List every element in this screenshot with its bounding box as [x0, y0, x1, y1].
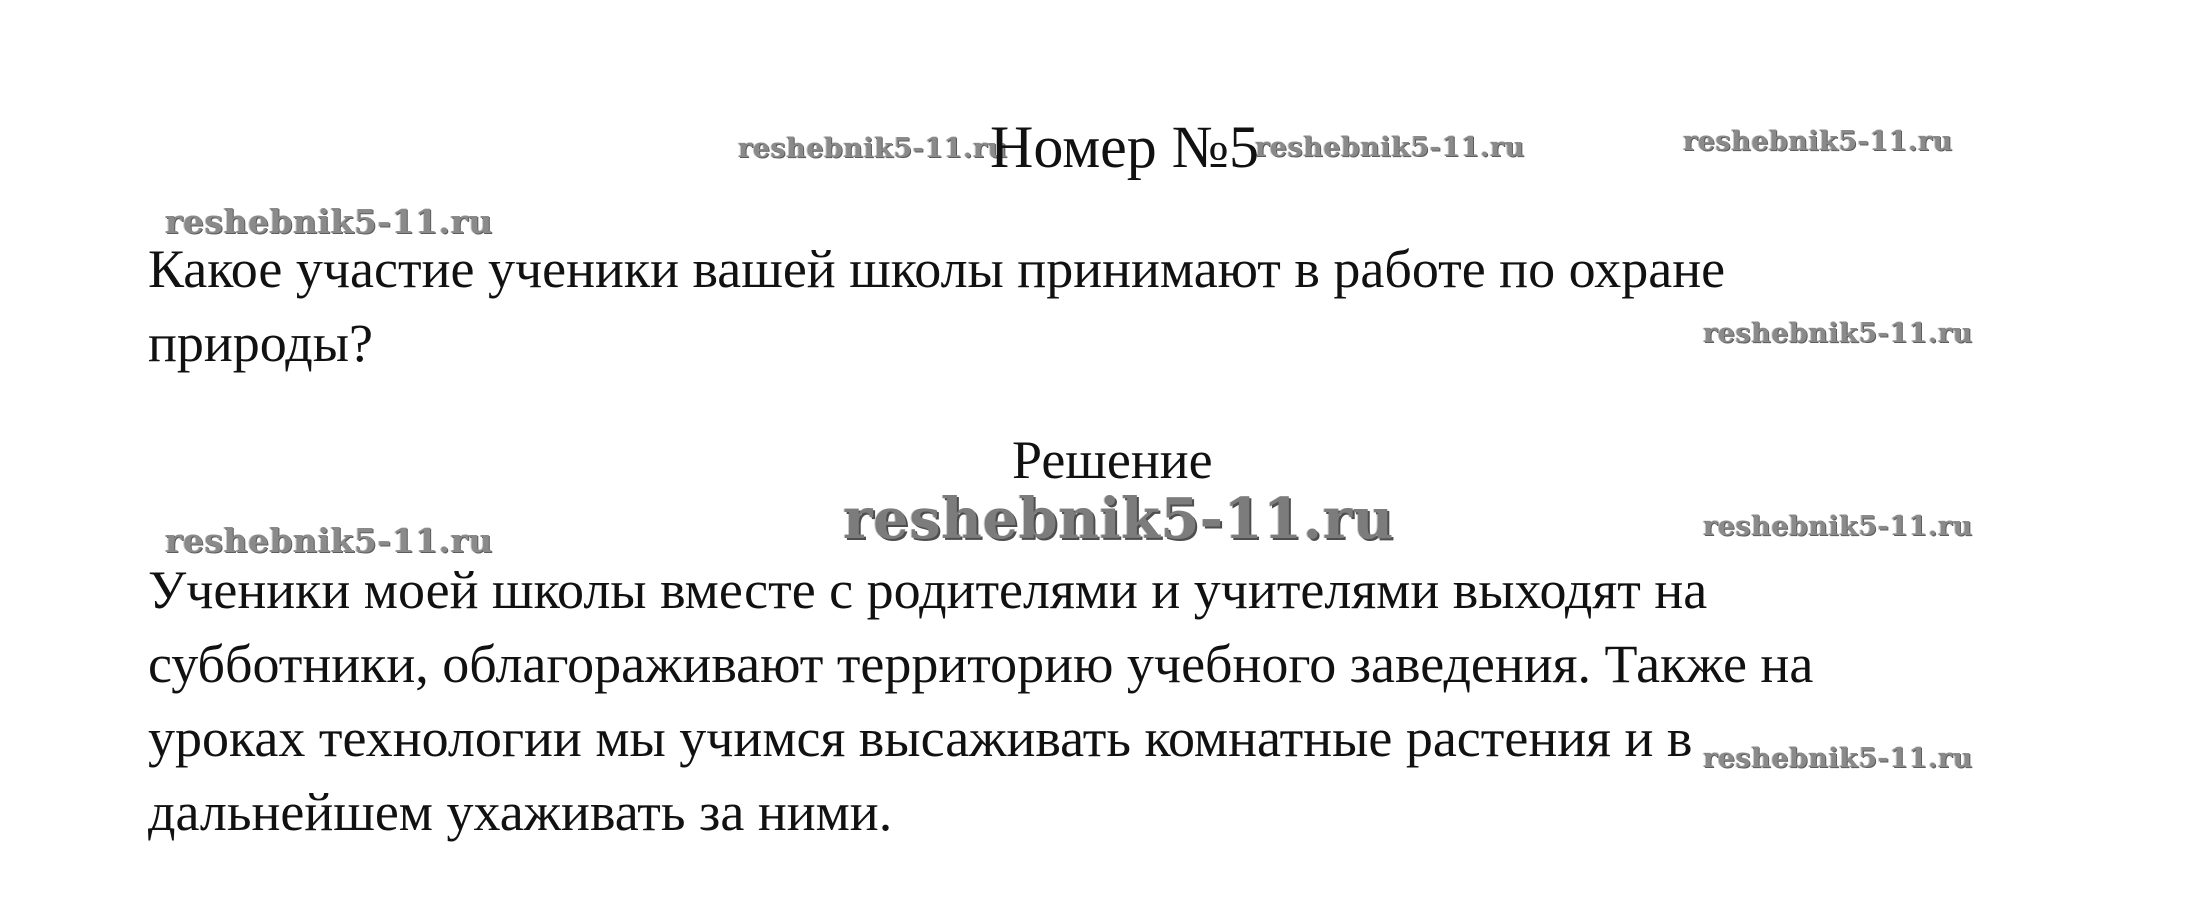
watermark: reshebnik5-11.ru: [165, 202, 493, 241]
watermark: reshebnik5-11.ru: [165, 521, 493, 560]
watermark: reshebnik5-11.ru: [738, 133, 1008, 164]
question-line: природы?: [148, 313, 373, 373]
watermark: reshebnik5-11.ru: [1683, 126, 1953, 157]
question-line: Какое участие ученики вашей школы принимают в работе по охране: [148, 239, 1726, 299]
watermark: reshebnik5-11.ru: [1703, 318, 1973, 349]
answer-line: субботники, облагораживают территорию учебного заведения. Также на: [148, 634, 1814, 694]
answer-text: [148, 553, 2048, 849]
question-text: [148, 232, 2028, 380]
watermark: reshebnik5-11.ru: [843, 486, 1394, 552]
watermark: reshebnik5-11.ru: [1703, 743, 1973, 774]
page-title: Номер №5: [990, 114, 1260, 180]
solution-heading: Решение: [1012, 430, 1213, 490]
answer-line: дальнейшем ухаживать за ними.: [148, 782, 893, 842]
watermark: reshebnik5-11.ru: [1255, 132, 1525, 163]
answer-line: уроках технологии мы учимся высаживать комнатные растения и в: [148, 708, 1693, 768]
answer-line: Ученики моей школы вместе с родителями и учителями выходят на: [148, 560, 1708, 620]
watermark: reshebnik5-11.ru: [1703, 511, 1973, 542]
